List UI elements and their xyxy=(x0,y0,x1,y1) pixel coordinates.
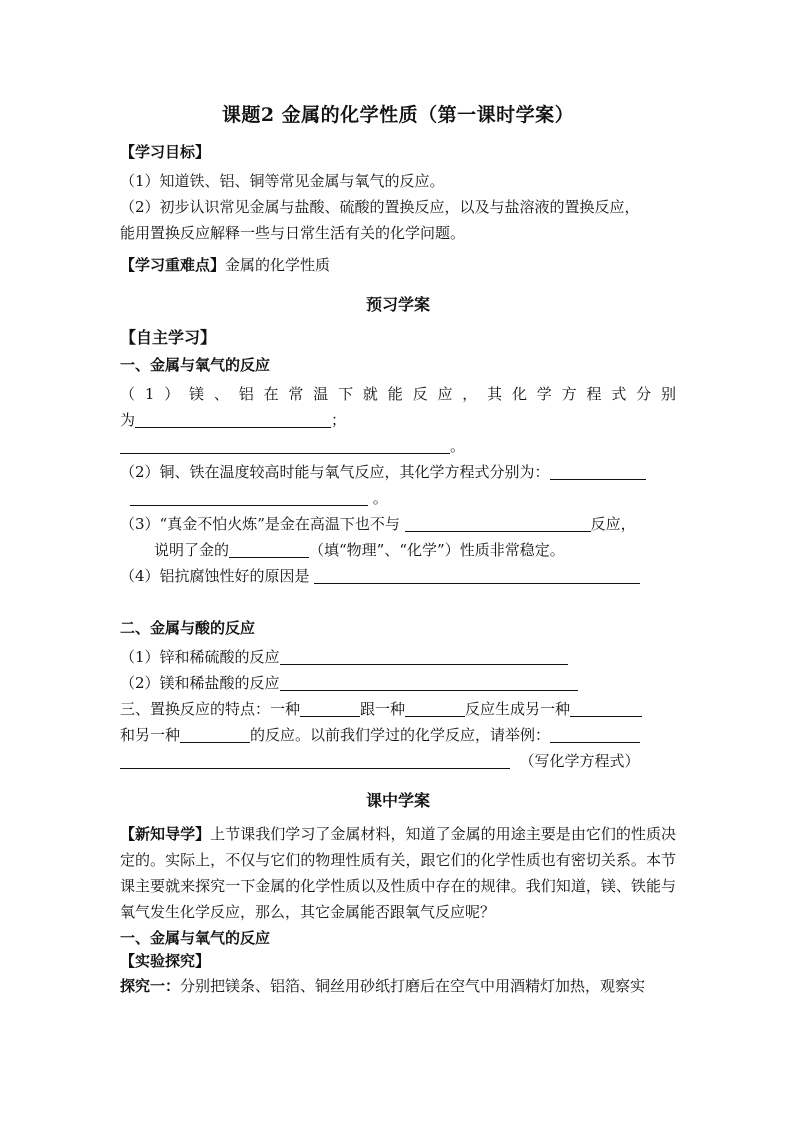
goal-item-1: （1）知道铁、铝、铜等常见金属与氧气的反应。 xyxy=(120,172,445,190)
answer-blank[interactable] xyxy=(130,489,368,506)
goals-heading: 【学习目标】 xyxy=(120,143,211,161)
answer-blank[interactable] xyxy=(280,648,568,665)
s2-q1-text: （1）锌和稀硫酸的反应 xyxy=(120,648,280,666)
answer-blank[interactable] xyxy=(314,567,640,584)
s3-line2 xyxy=(120,722,676,748)
s3-line3 xyxy=(120,748,676,774)
key-points xyxy=(120,252,676,278)
s1-q1-prefix: 为 xyxy=(120,411,136,429)
s1-q4-text: （4）铝抗腐蚀性好的原因是 xyxy=(120,567,310,585)
s2-q2-text: （2）镁和稀盐酸的反应 xyxy=(120,674,280,692)
answer-blank[interactable] xyxy=(550,463,646,480)
answer-blank[interactable] xyxy=(135,411,331,428)
s3-text-b1: 和另一种 xyxy=(120,726,181,744)
answer-blank[interactable] xyxy=(180,726,250,743)
goal-item-2: （2）初步认识常见金属与盐酸、硫酸的置换反应，以及与盐溶液的置换反应， xyxy=(120,198,640,216)
key-points-text: 金属的化学性质 xyxy=(225,256,331,274)
answer-blank[interactable] xyxy=(405,700,465,717)
class-heading: 课中学案 xyxy=(365,791,430,810)
page-title: 课题2 金属的化学性质（第一课时学案） xyxy=(221,104,575,126)
s1-q1-end: 。 xyxy=(450,437,466,455)
goal-item-3: 能用置换反应解释一些与日常生活有关的化学问题。 xyxy=(120,224,466,242)
self-study-heading: 【自主学习】 xyxy=(120,328,217,347)
s1-q2-text: （2）铜、铁在温度较高时能与氧气反应，其化学方程式分别为： xyxy=(120,463,550,481)
s1-q2-line1 xyxy=(120,459,676,485)
section1-heading: 一、金属与氧气的反应 xyxy=(120,356,271,374)
intro-text: 上节课我们学习了金属材料，知道了金属的用途主要是由它们的性质决定的。实际上，不仅与它们的物理性质有关，跟它们的化学性质也有密切关系。本节课主要就来探究一下金属的化学性质以及性质中存在的规律。我们知道，镁、铁能与氧气发生化学反应，那么，其它金属能否跟氧气反应呢？ xyxy=(120,825,676,921)
intro-label: 【新知导学】 xyxy=(120,825,211,843)
explore-label: 探究一： xyxy=(120,977,181,995)
s3-text-c: （写化学方程式） xyxy=(519,752,640,770)
answer-blank[interactable] xyxy=(280,674,578,691)
s1-q4 xyxy=(120,563,676,589)
s1-q1-line2 xyxy=(120,407,676,433)
s3-text-a1: 三、置换反应的特点：一种 xyxy=(120,700,301,718)
answer-blank[interactable] xyxy=(300,700,360,717)
s1-q3-line1 xyxy=(120,511,676,537)
s3-line1 xyxy=(120,696,676,722)
worksheet-page xyxy=(120,100,676,999)
s1-q2-end: 。 xyxy=(372,489,388,507)
key-points-label: 【学习重难点】 xyxy=(120,256,226,274)
answer-blank[interactable] xyxy=(405,515,591,532)
s1-q1-line3 xyxy=(120,433,676,459)
answer-blank[interactable] xyxy=(229,541,309,558)
answer-blank[interactable] xyxy=(550,726,640,743)
explore-1 xyxy=(120,973,676,999)
s1-q3-suffix: 反应， xyxy=(590,515,636,533)
s1-q3-text: （3）“真金不怕火炼”是金在高温下也不与 xyxy=(120,515,400,533)
answer-blank[interactable] xyxy=(120,437,450,454)
s1-q1-line1: （1）镁、铝在常温下就能反应，其化学方程式分别 xyxy=(120,385,676,403)
s3-text-a2: 跟一种 xyxy=(360,700,406,718)
s3-text-b2: 的反应。以前我们学过的化学反应，请举例： xyxy=(250,726,551,744)
s1-q1-suffix: ； xyxy=(331,411,347,429)
s3-text-a3: 反应生成另一种 xyxy=(465,700,571,718)
experiment-heading: 【实验探究】 xyxy=(120,952,211,970)
s2-q1 xyxy=(120,644,676,670)
s1-q3-suffix2: （填“物理”、“化学”）性质非常稳定。 xyxy=(309,541,565,559)
answer-blank[interactable] xyxy=(120,752,510,769)
s1-q2-line2 xyxy=(120,485,676,511)
intro-paragraph xyxy=(120,821,676,925)
s1-q3-line2 xyxy=(120,537,676,563)
s1-q3-prefix2: 说明了金的 xyxy=(154,541,230,559)
preview-heading: 预习学案 xyxy=(365,295,430,314)
s2-q2 xyxy=(120,670,676,696)
answer-blank[interactable] xyxy=(570,700,642,717)
explore-text: 分别把镁条、铝箔、铜丝用砂纸打磨后在空气中用酒精灯加热，观察实 xyxy=(180,977,646,995)
c1-heading: 一、金属与氧气的反应 xyxy=(120,929,271,947)
section2-heading: 二、金属与酸的反应 xyxy=(120,619,256,637)
